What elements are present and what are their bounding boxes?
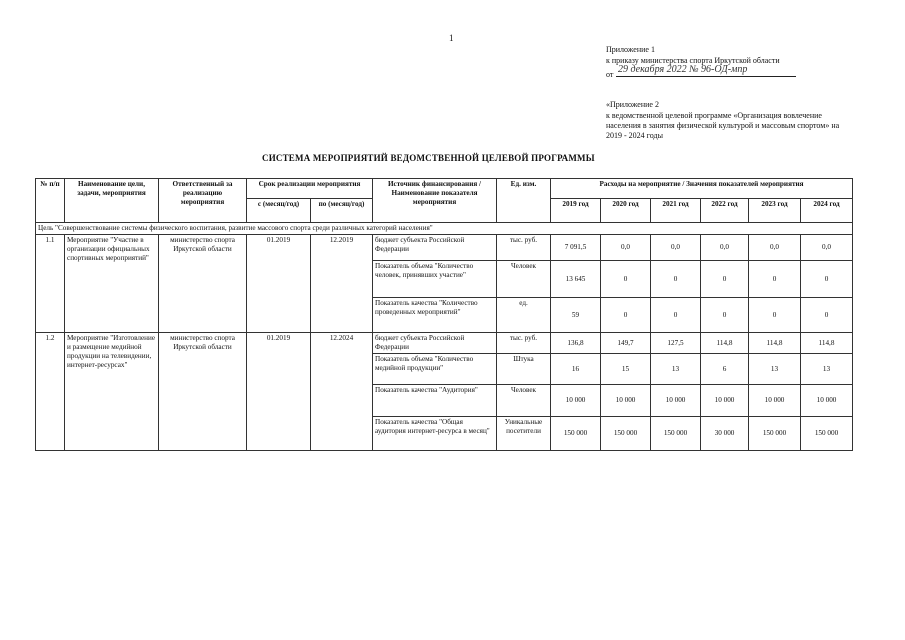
header-year: 2023 год — [749, 199, 801, 223]
row-value: 0 — [651, 298, 701, 333]
row-value: 13 — [651, 354, 701, 385]
header-num: № п/п — [36, 179, 65, 223]
row-value: 150 000 — [749, 417, 801, 451]
appendix1-line1: Приложение 1 — [606, 45, 655, 54]
row-unit: тыс. руб. — [497, 333, 551, 354]
row-value: 10 000 — [801, 385, 853, 417]
row-source: бюджет субъекта Российской Федерации — [373, 333, 497, 354]
row-unit: ед. — [497, 298, 551, 333]
row-value: 0 — [701, 261, 749, 298]
item-name: Мероприятие "Участие в организации официальных спортивных мероприятий" — [65, 235, 159, 333]
appendix2-line1: «Приложение 2 — [606, 100, 659, 109]
row-value: 10 000 — [749, 385, 801, 417]
row-value: 150 000 — [551, 417, 601, 451]
row-source: Показатель объема "Количество медийной продукции" — [373, 354, 497, 385]
header-year: 2021 год — [651, 199, 701, 223]
row-value: 0 — [749, 261, 801, 298]
row-value: 6 — [701, 354, 749, 385]
row-value: 10 000 — [651, 385, 701, 417]
header-from: с (месяц/год) — [247, 199, 311, 223]
row-value: 0 — [749, 298, 801, 333]
row-value: 150 000 — [651, 417, 701, 451]
appendix2-line4: 2019 - 2024 годы — [606, 131, 663, 140]
row-value: 15 — [601, 354, 651, 385]
row-unit: Штука — [497, 354, 551, 385]
row-value: 114,8 — [749, 333, 801, 354]
row-value: 0,0 — [701, 235, 749, 261]
row-value: 13 645 — [551, 261, 601, 298]
row-value: 136,8 — [551, 333, 601, 354]
header-to: по (месяц/год) — [311, 199, 373, 223]
row-unit: Человек — [497, 385, 551, 417]
header-responsible: Ответственный за реализацию мероприятия — [159, 179, 247, 223]
row-value: 10 000 — [601, 385, 651, 417]
item-name: Мероприятие "Изготовление и размещение медийной продукции на телевидении, интернет-ресурсах" — [65, 333, 159, 451]
header-year: 2022 год — [701, 199, 749, 223]
row-value: 150 000 — [601, 417, 651, 451]
document-title: СИСТЕМА МЕРОПРИЯТИЙ ВЕДОМСТВЕННОЙ ЦЕЛЕВОЙ ПРОГРАММЫ — [262, 153, 595, 163]
row-value: 0 — [601, 261, 651, 298]
row-source: Показатель объема "Количество человек, принявших участие" — [373, 261, 497, 298]
item-num: 1.1 — [36, 235, 65, 333]
goal-row: Цель "Совершенствование системы физического воспитания, развитие массового спорта среди различных категорий населения" — [36, 223, 853, 235]
appendix1-line2: к приказу министерства спорта Иркутской области — [606, 56, 780, 65]
row-unit: тыс. руб. — [497, 235, 551, 261]
header-year: 2020 год — [601, 199, 651, 223]
row-value: 0,0 — [801, 235, 853, 261]
row-value: 114,8 — [801, 333, 853, 354]
row-value: 0 — [601, 298, 651, 333]
row-value: 0,0 — [749, 235, 801, 261]
header-source: Источник финансирования / Наименование показателя мероприятия — [373, 179, 497, 223]
appendix2-line3: населения в занятия физической культурой и массовым спортом» на — [606, 121, 840, 130]
handwritten-date-number: 29 декабря 2022 № 96-ОД-мпр — [618, 64, 748, 75]
row-value: 59 — [551, 298, 601, 333]
page-number: 1 — [449, 33, 454, 43]
item-to: 12.2019 — [311, 235, 373, 333]
row-source: бюджет субъекта Российской Федерации — [373, 235, 497, 261]
item-to: 12.2024 — [311, 333, 373, 451]
row-value: 0 — [701, 298, 749, 333]
item-from: 01.2019 — [247, 235, 311, 333]
header-period: Срок реализации мероприятия — [247, 179, 373, 199]
row-value: 7 091,5 — [551, 235, 601, 261]
header-unit: Ед. изм. — [497, 179, 551, 223]
row-value: 0,0 — [651, 235, 701, 261]
item-num: 1.2 — [36, 333, 65, 451]
row-source: Показатель качества "Количество проведенных мероприятий" — [373, 298, 497, 333]
measures-table — [35, 178, 853, 451]
row-value: 0,0 — [601, 235, 651, 261]
header-year: 2019 год — [551, 199, 601, 223]
row-unit: Человек — [497, 261, 551, 298]
appendix2-line2: к ведомственной целевой программе «Организация вовлечение — [606, 111, 822, 120]
row-value: 0 — [651, 261, 701, 298]
row-value: 13 — [801, 354, 853, 385]
row-value: 127,5 — [651, 333, 701, 354]
row-value: 0 — [801, 298, 853, 333]
row-value: 114,8 — [701, 333, 749, 354]
header-year: 2024 год — [801, 199, 853, 223]
row-source: Показатель качества "Аудитория" — [373, 385, 497, 417]
row-source: Показатель качества "Общая аудитория интернет-ресурса в месяц" — [373, 417, 497, 451]
row-value: 16 — [551, 354, 601, 385]
row-value: 150 000 — [801, 417, 853, 451]
row-value: 10 000 — [701, 385, 749, 417]
header-name: Наименование цели, задачи, мероприятия — [65, 179, 159, 223]
row-value: 13 — [749, 354, 801, 385]
header-expenses: Расходы на мероприятие / Значения показателей мероприятия — [551, 179, 853, 199]
row-value: 149,7 — [601, 333, 651, 354]
appendix1-line3-prefix: от — [606, 70, 614, 79]
item-responsible: министерство спорта Иркутской области — [159, 235, 247, 333]
item-responsible: министерство спорта Иркутской области — [159, 333, 247, 451]
row-value: 30 000 — [701, 417, 749, 451]
signature-line — [616, 76, 796, 77]
row-value: 10 000 — [551, 385, 601, 417]
row-unit: Уникальные посетители — [497, 417, 551, 451]
item-from: 01.2019 — [247, 333, 311, 451]
row-value: 0 — [801, 261, 853, 298]
